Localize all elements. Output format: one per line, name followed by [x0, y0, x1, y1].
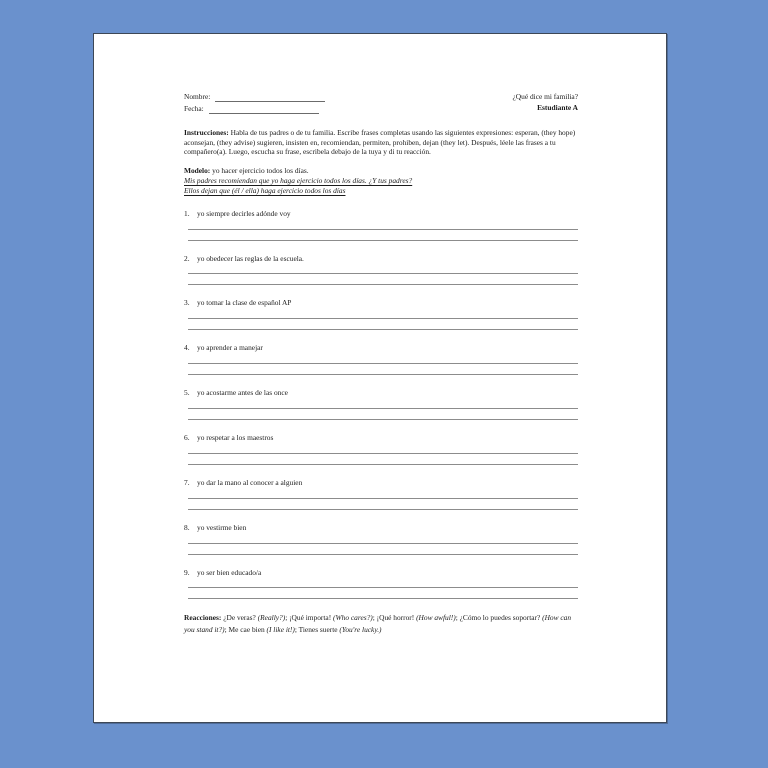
- item-number: 9.: [184, 567, 190, 577]
- item-number: 7.: [184, 477, 190, 487]
- reaccion-6-en: (You're lucky.): [339, 625, 382, 635]
- answer-line[interactable]: [188, 554, 578, 555]
- item-prompt-row: [184, 478, 578, 498]
- worksheet-content: [184, 92, 578, 636]
- reaccion-1-es: ¿De veras?: [221, 613, 258, 623]
- exercise-item: [184, 343, 578, 375]
- answer-line[interactable]: [188, 587, 578, 588]
- modelo-answer-line-2: Ellos dejan que (él / ella) haga ejercicio todos los días: [184, 185, 346, 195]
- item-answer-lines: [184, 587, 578, 599]
- name-field-row: [184, 92, 334, 102]
- reaccion-3-en: (How awful!): [416, 613, 456, 623]
- answer-line[interactable]: [188, 229, 578, 230]
- reaccion-6-es: ; Tienes suerte: [294, 625, 340, 635]
- item-number: 4.: [184, 343, 190, 353]
- answer-line[interactable]: [188, 464, 578, 465]
- student-fields: [184, 92, 334, 116]
- reaccion-5-es: ; Me cae bien: [224, 625, 267, 635]
- exercise-item: [184, 298, 578, 330]
- exercise-item: [184, 433, 578, 465]
- item-text: yo acostarme antes de las once: [197, 388, 288, 398]
- item-prompt-row: [184, 343, 578, 363]
- item-text: yo dar la mano al conocer a alguien: [197, 477, 303, 487]
- exercise-item: [184, 254, 578, 286]
- answer-line[interactable]: [188, 419, 578, 420]
- exercise-item: [184, 478, 578, 510]
- exercise-item: [184, 523, 578, 555]
- item-answer-lines: [184, 318, 578, 330]
- student-version-label: Estudiante A: [537, 102, 578, 112]
- modelo-prompt-row: [184, 166, 578, 176]
- answer-line[interactable]: [188, 408, 578, 409]
- reaccion-4-es: ; ¿Cómo lo puedes soportar?: [455, 613, 543, 623]
- item-answer-lines: [184, 273, 578, 285]
- reaccion-4-en: (How can you stand it?): [184, 613, 572, 635]
- item-answer-lines: [184, 543, 578, 555]
- answer-line[interactable]: [188, 453, 578, 454]
- instructions-label: Instrucciones:: [184, 127, 229, 137]
- item-answer-lines: [184, 363, 578, 375]
- reacciones-label: Reacciones:: [184, 613, 222, 623]
- item-number: 5.: [184, 388, 190, 398]
- answer-line[interactable]: [188, 363, 578, 364]
- answer-line[interactable]: [188, 329, 578, 330]
- item-prompt-row: [184, 523, 578, 543]
- answer-line[interactable]: [188, 240, 578, 241]
- reaccion-2-en: (Who cares?): [333, 613, 373, 623]
- item-number: 1.: [184, 208, 190, 218]
- item-text: yo aprender a manejar: [197, 343, 263, 353]
- reaccion-2-es: ; ¡Qué importa!: [285, 613, 334, 623]
- item-answer-lines: [184, 498, 578, 510]
- answer-line[interactable]: [188, 498, 578, 499]
- item-prompt-row: [184, 388, 578, 408]
- answer-line[interactable]: [188, 284, 578, 285]
- instructions-block: [184, 128, 578, 158]
- exercise-item: [184, 568, 578, 600]
- item-text: yo tomar la clase de español AP: [197, 298, 292, 308]
- reacciones-text: [184, 612, 578, 636]
- exercise-item: [184, 209, 578, 241]
- item-number: 2.: [184, 253, 190, 263]
- item-prompt-row: [184, 298, 578, 318]
- name-input-line[interactable]: [215, 94, 325, 102]
- date-field-row: [184, 104, 334, 114]
- item-answer-lines: [184, 408, 578, 420]
- item-number: 8.: [184, 522, 190, 532]
- modelo-block: [184, 166, 578, 196]
- item-text: yo siempre decirles adónde voy: [197, 208, 291, 218]
- item-prompt-row: [184, 254, 578, 274]
- exercise-item: [184, 388, 578, 420]
- modelo-answer-line-1: Mis padres recomiendan que yo haga ejercicio todos los días. ¿Y tus padres?: [184, 176, 413, 186]
- answer-line[interactable]: [188, 273, 578, 274]
- answer-line[interactable]: [188, 318, 578, 319]
- answer-line[interactable]: [188, 374, 578, 375]
- answer-line[interactable]: [188, 509, 578, 510]
- answer-line[interactable]: [188, 543, 578, 544]
- item-answer-lines: [184, 453, 578, 465]
- item-number: 3.: [184, 298, 190, 308]
- item-prompt-row: [184, 433, 578, 453]
- item-number: 6.: [184, 432, 190, 442]
- item-prompt-row: [184, 209, 578, 229]
- modelo-label: Modelo:: [184, 166, 211, 176]
- date-label: Fecha:: [184, 103, 204, 113]
- exercise-items: [184, 209, 578, 600]
- date-input-line[interactable]: [209, 106, 319, 114]
- worksheet-title-block: [513, 92, 578, 113]
- page-title: ¿Qué dice mi familia?: [512, 92, 578, 101]
- reaccion-3-es: ; ¡Qué horror!: [372, 613, 417, 623]
- instructions-text: Habla de tus padres o de tu familia. Escribe frases completas usando las siguientes expresiones: esperan, (they hope) aconsejan, (they advise) sugieren, insisten en, recomiendan, permiten, prohiben, dejan (they let). Después, léele las frases a tu compañero(a). Luego, escucha su frase, escribela debajo de la tuya y di tu reacción.: [184, 127, 576, 157]
- item-answer-lines: [184, 229, 578, 241]
- name-label: Nombre:: [184, 92, 211, 101]
- worksheet-page: [93, 33, 667, 723]
- item-text: yo respetar a los maestros: [197, 432, 274, 442]
- answer-line[interactable]: [188, 598, 578, 599]
- item-text: yo vestirme bien: [197, 522, 247, 532]
- worksheet-header: [184, 92, 578, 116]
- reacciones-block: [184, 612, 578, 636]
- modelo-prompt: yo hacer ejercicio todos los días.: [210, 166, 309, 176]
- item-text: yo ser bien educado/a: [197, 567, 262, 577]
- reaccion-1-en: (Really?): [257, 613, 286, 623]
- item-text: yo obedecer las reglas de la escuela.: [197, 253, 304, 263]
- reaccion-5-en: (I like it!): [266, 625, 295, 635]
- item-prompt-row: [184, 568, 578, 588]
